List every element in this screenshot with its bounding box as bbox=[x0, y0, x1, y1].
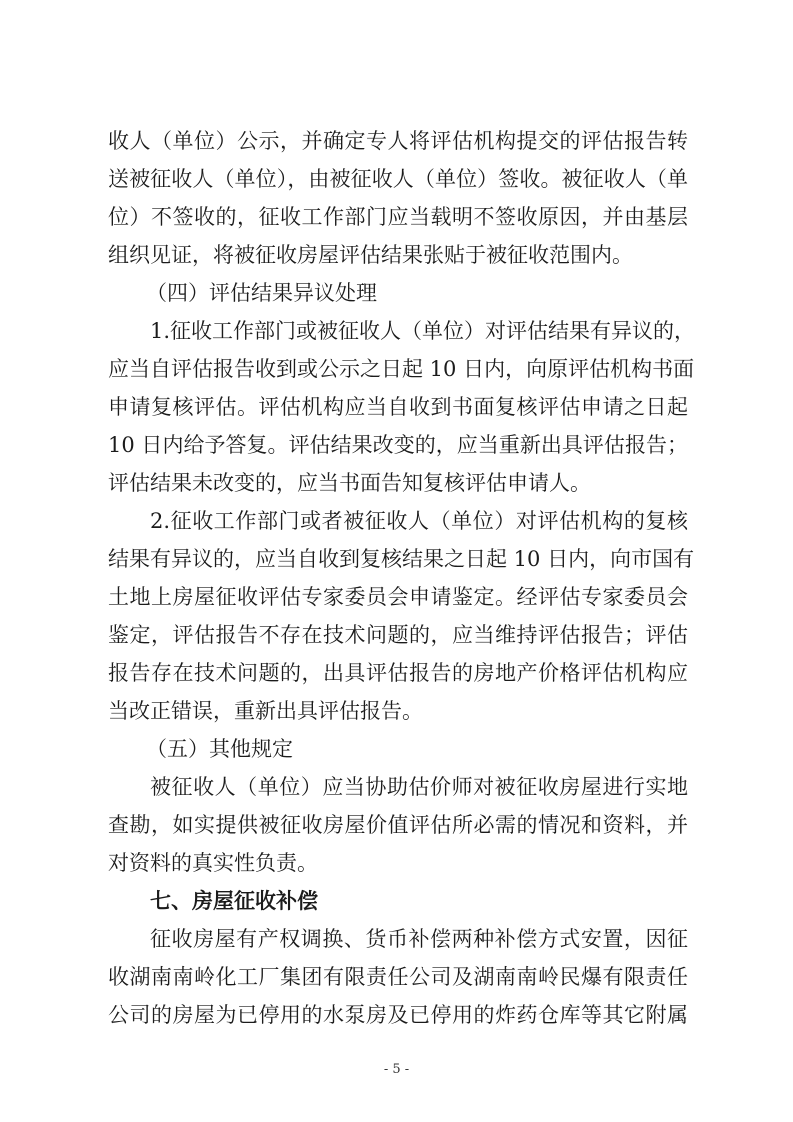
paragraph-line: 征收房屋有产权调换、货币补偿两种补偿方式安置，因征 bbox=[150, 927, 688, 951]
paragraph-line: 应当自评估报告收到或公示之日起 10 日内，向原评估机构书面 bbox=[108, 357, 695, 381]
paragraph-line: 送被征收人（单位），由被征收人（单位）签收。被征收人（单 bbox=[108, 167, 688, 191]
paragraph-line: 位）不签收的，征收工作部门应当载明不签收原因，并由基层 bbox=[108, 205, 688, 229]
paragraph-line: 2.征收工作部门或者被征收人（单位）对评估机构的复核 bbox=[150, 509, 688, 533]
paragraph-line: 报告存在技术问题的，出具评估报告的房地产价格评估机构应 bbox=[108, 661, 688, 685]
paragraph-line: 收湖南南岭化工厂集团有限责任公司及湖南南岭民爆有限责任 bbox=[108, 965, 688, 989]
paragraph-line: 鉴定，评估报告不存在技术问题的，应当维持评估报告；评估 bbox=[108, 623, 688, 647]
paragraph-line: 被征收人（单位）应当协助估价师对被征收房屋进行实地 bbox=[150, 775, 688, 799]
paragraph-line: 10 日内给予答复。评估结果改变的，应当重新出具评估报告； bbox=[108, 433, 688, 457]
paragraph-line: 1.征收工作部门或被征收人（单位）对评估结果有异议的， bbox=[150, 319, 696, 343]
section-heading: （四）评估结果异议处理 bbox=[146, 281, 377, 305]
paragraph-line: 当改正错误，重新出具评估报告。 bbox=[108, 699, 423, 723]
paragraph-line: 公司的房屋为已停用的水泵房及已停用的炸药仓库等其它附属 bbox=[108, 1003, 688, 1027]
section-heading: （五）其他规定 bbox=[146, 737, 293, 761]
paragraph-line: 结果有异议的，应当自收到复核结果之日起 10 日内，向市国有 bbox=[108, 547, 695, 571]
paragraph-line: 收人（单位）公示，并确定专人将评估机构提交的评估报告转 bbox=[108, 129, 688, 153]
paragraph-line: 申请复核评估。评估机构应当自收到书面复核评估申请之日起 bbox=[108, 395, 688, 419]
paragraph-line: 查勘，如实提供被征收房屋价值评估所必需的情况和资料，并 bbox=[108, 813, 688, 837]
page-number: - 5 - bbox=[383, 1062, 410, 1077]
chapter-heading: 七、房屋征收补偿 bbox=[150, 889, 318, 913]
paragraph-line: 评估结果未改变的，应当书面告知复核评估申请人。 bbox=[108, 471, 591, 495]
paragraph-line: 土地上房屋征收评估专家委员会申请鉴定。经评估专家委员会 bbox=[108, 585, 688, 609]
paragraph-line: 对资料的真实性负责。 bbox=[108, 851, 318, 875]
paragraph-line: 组织见证，将被征收房屋评估结果张贴于被征收范围内。 bbox=[108, 243, 633, 267]
